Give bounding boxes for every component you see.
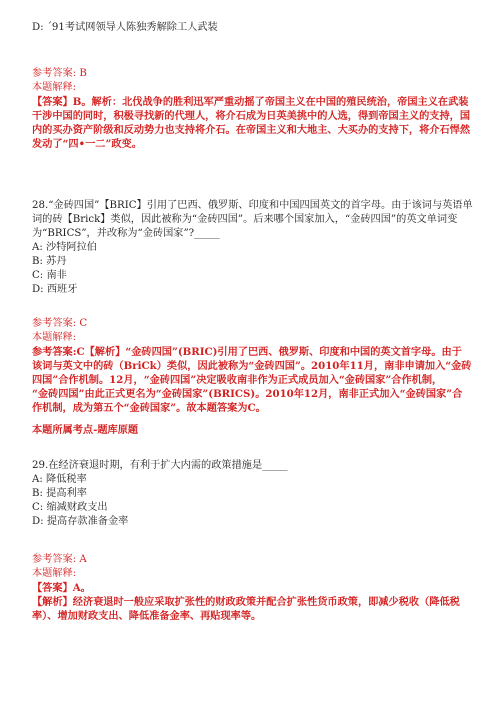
q28-topic-note: 本题所属考点-题库原题 <box>32 424 139 436</box>
q28-option-b: B: 苏丹 <box>32 256 67 267</box>
q28-option-d: D: 西班牙 <box>32 284 78 295</box>
q28-explanation-line: 四国”合作机制。12月，“金砖四国”决定吸收南非作为正式成员加入“金砖国家”合作机制， <box>32 374 443 386</box>
q28-explanation-label: 本题解释: <box>32 332 77 343</box>
q29-explanation-label: 本题解释: <box>32 568 77 579</box>
q28-explanation-line: 参考答案:C【解析】“金砖四国”(BRIC)引用了巴西、俄罗斯、印度和中国的英文首字母。由于 <box>32 346 462 358</box>
q29-option-a: A: 降低税率 <box>32 474 87 485</box>
q28-stem-line: 词的砖【Brick】类似，因此被称为“金砖四国”。后来哪个国家加入，“金砖四国”的英文单词变 <box>32 214 458 225</box>
q29-answer-label: 参考答案: A <box>32 554 87 565</box>
q28-explanation-line: “金砖四国”由此正式更名为“金砖国家”(BRICS)。2010年12月，南非正式加入“金砖国家”合 <box>32 388 463 400</box>
q28-stem-line: 为“BRICS”，并改称为“金砖国家”?_____ <box>32 228 220 239</box>
q27-answer-label: 参考答案: B <box>32 68 87 79</box>
q27-explanation-line: 【答案】B。解析：北伐战争的胜利迅军严重动摇了帝国主义在中国的殖民统治，帝国主义在武装 <box>32 96 469 108</box>
q28-answer-label: 参考答案: C <box>32 318 88 329</box>
q29-option-d: D: 提高存款准备金率 <box>32 516 129 527</box>
q28-option-a: A: 沙特阿拉伯 <box>32 242 97 253</box>
q29-stem: 29.在经济衰退时期，有利于扩大内需的政策措施是_____ <box>32 460 288 471</box>
q28-option-c: C: 南非 <box>32 270 67 281</box>
q29-answer-tag: 【答案】A。 <box>32 582 91 594</box>
q28-explanation-line: 该词与英文中的砖（BriCk）类似，因此被称为“金砖四国”。2010年11月，南非申请加入“金砖 <box>32 360 472 372</box>
q29-explanation-line: 率）、增加财政支出、降低准备金率、再贴现率等。 <box>32 610 262 622</box>
q28-stem-line: 28.“金砖四国”【BRIC】引用了巴西、俄罗斯、印度和中国四国英文的首字母。由于该词与英语单 <box>32 200 473 211</box>
q29-option-b: B: 提高利率 <box>32 488 87 499</box>
q27-explanation-line: 干涉中国的同时，积极寻找新的代理人，将介石成为日英美挑中的人选，得到帝国主义的支持，国 <box>32 110 471 122</box>
q29-option-c: C: 缩减财政支出 <box>32 502 108 513</box>
q29-explanation-line: 【解析】经济衰退时一般应采取扩张性的财政政策并配合扩张性货币政策，即减少税收（降低税 <box>32 596 460 608</box>
q28-explanation-line: 作机制，成为第五个“金砖国家”。故本题答案为C。 <box>32 402 266 414</box>
q27-explanation-line: 发动了“四•一二”政变。 <box>32 138 142 150</box>
q27-option-d: D: ´91考试网领导人陈独秀解除工人武装 <box>32 22 218 33</box>
q27-explanation-line: 内的买办资产阶级和反动势力也支持将介石。在帝国主义和大地主、大买办的支持下，将介石悍然 <box>32 124 471 136</box>
q27-explanation-label: 本题解释: <box>32 82 77 93</box>
